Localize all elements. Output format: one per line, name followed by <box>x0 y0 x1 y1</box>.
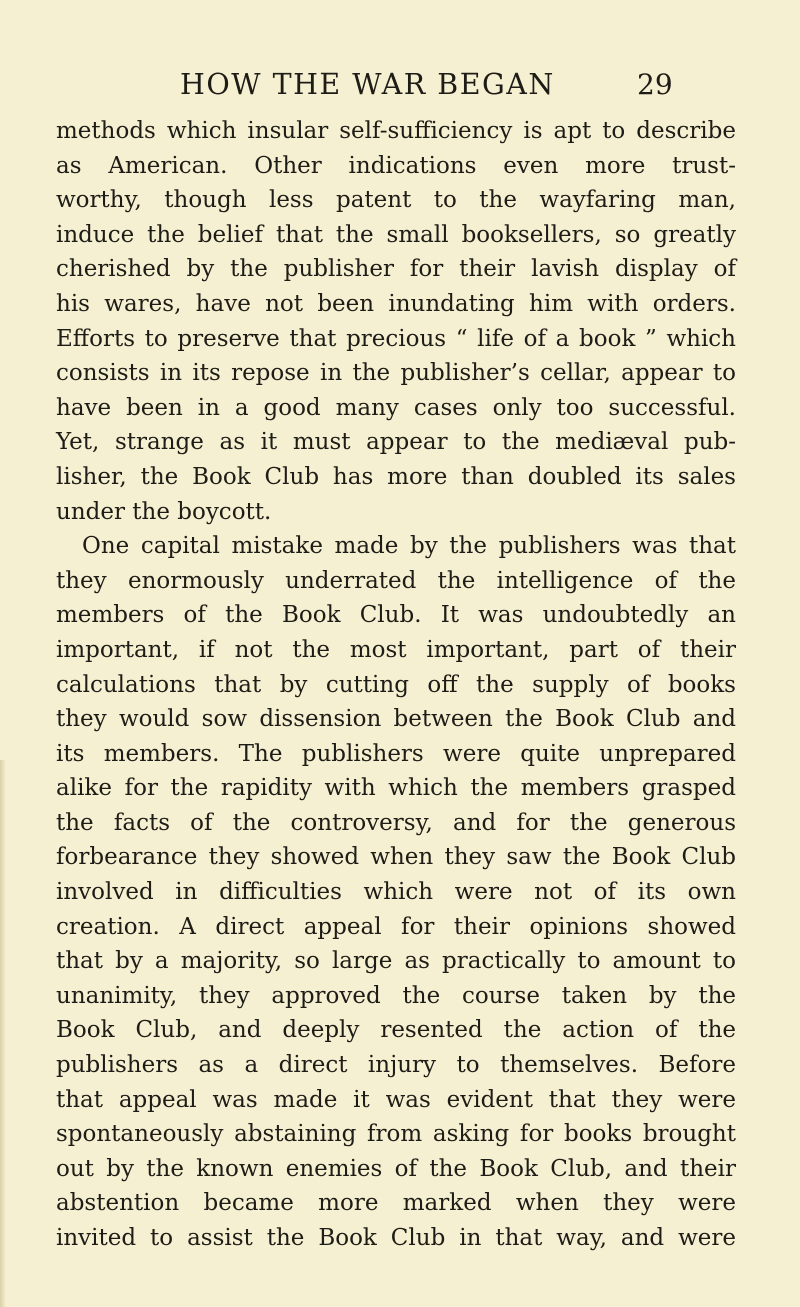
text-line: unanimity, they approved the course taken by the <box>56 982 736 1009</box>
text-line: alike for the rapidity with which the members grasped <box>56 775 736 802</box>
text-line: induce the belief that the small booksellers, so greatly <box>56 221 736 248</box>
text-line: worthy, though less patent to the wayfaring man, <box>56 187 736 214</box>
page-edge-shadow <box>0 760 6 1307</box>
text-line: methods which insular self-sufficiency is apt to describe <box>56 118 736 144</box>
text-line: out by the known enemies of the Book Club, and their <box>56 1155 736 1182</box>
text-line: invited to assist the Book Club in that way, and were <box>56 1225 736 1251</box>
body-text <box>56 114 736 1256</box>
text-line: abstention became more marked when they were <box>56 1190 736 1217</box>
text-line: consists in its repose in the publisher’s cellar, appear to <box>56 360 736 387</box>
text-line: important, if not the most important, part of their <box>56 636 736 663</box>
running-title: HOW THE WAR BEGAN <box>180 68 555 101</box>
text-line: calculations that by cutting off the supply of books <box>56 671 736 698</box>
text-line: members of the Book Club. It was undoubtedly an <box>56 602 736 629</box>
text-line: as American. Other indications even more trust- <box>56 152 736 179</box>
text-line: they enormously underrated the intelligence of the <box>56 567 736 594</box>
text-line: spontaneously abstaining from asking for books brought <box>56 1121 736 1148</box>
text-line: that by a majority, so large as practically to amount to <box>56 948 736 975</box>
text-line: lisher, the Book Club has more than doubled its sales <box>56 463 736 490</box>
text-line: Efforts to preserve that precious “ life of a book ” which <box>56 325 736 352</box>
text-line: its members. The publishers were quite unprepared <box>56 740 736 767</box>
text-line: Yet, strange as it must appear to the mediæval pub- <box>56 429 736 456</box>
text-line: they would sow dissension between the Book Club and <box>56 706 736 733</box>
text-line: One capital mistake made by the publishers was that <box>82 533 736 560</box>
page-number: 29 <box>637 68 673 101</box>
text-line: have been in a good many cases only too successful. <box>56 394 736 421</box>
running-head <box>0 68 800 108</box>
text-line: forbearance they showed when they saw the Book Club <box>56 844 736 871</box>
text-line: creation. A direct appeal for their opinions showed <box>56 913 736 940</box>
text-line: involved in difficulties which were not of its own <box>56 879 736 906</box>
text-line: his wares, have not been inundating him with orders. <box>56 290 736 317</box>
text-line: under the boycott. <box>56 498 272 525</box>
text-line: the facts of the controversy, and for the generous <box>56 809 736 836</box>
text-line: cherished by the publisher for their lavish display of <box>56 256 736 283</box>
text-line: that appeal was made it was evident that they were <box>56 1086 736 1113</box>
text-line: Book Club, and deeply resented the action of the <box>56 1017 736 1044</box>
text-line: publishers as a direct injury to themselves. Before <box>56 1052 736 1079</box>
